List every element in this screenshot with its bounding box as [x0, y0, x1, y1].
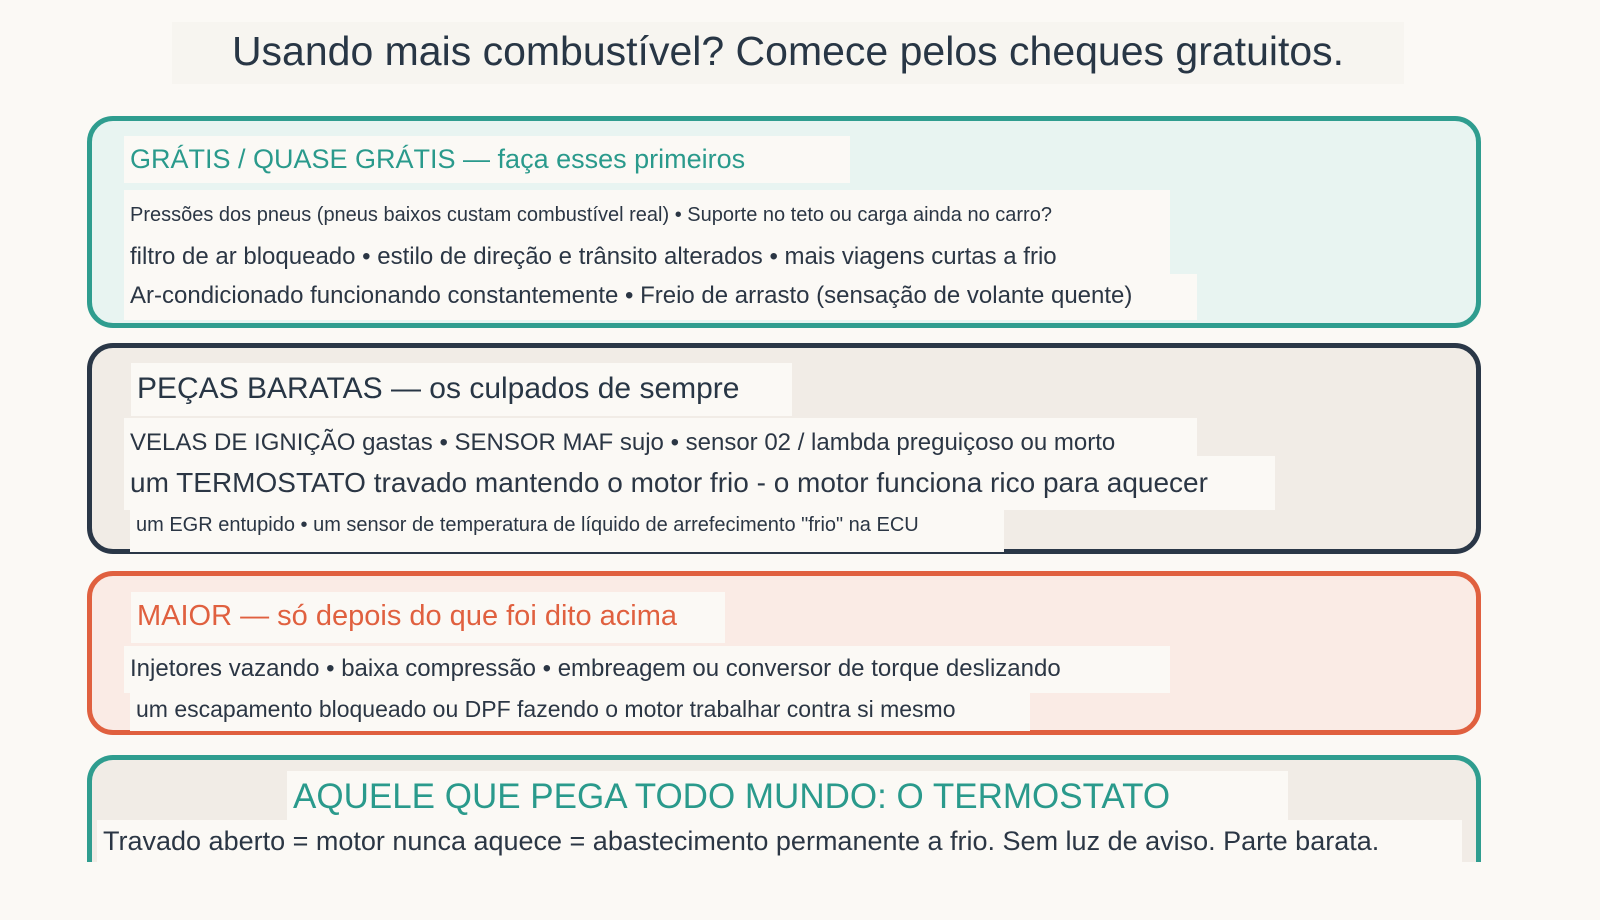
- cheap-parts-line-1: VELAS DE IGNIÇÃO gastas • SENSOR MAF sujo • sensor 02 / lambda preguiçoso ou morto: [124, 418, 1197, 462]
- cheap-parts-heading: PEÇAS BARATAS — os culpados de sempre: [131, 363, 792, 416]
- thermostat-callout-heading: AQUELE QUE PEGA TODO MUNDO: O TERMOSTATO: [287, 771, 1288, 821]
- major-repairs-heading: MAIOR — só depois do que foi dito acima: [131, 592, 725, 643]
- free-checks-line-2: filtro de ar bloqueado • estilo de direção e trânsito alterados • mais viagens curtas a frio: [124, 236, 1170, 276]
- free-checks-heading: GRÁTIS / QUASE GRÁTIS — faça esses primeiros: [124, 136, 850, 183]
- free-checks-line-3: Ar-condicionado funcionando constantemente • Freio de arrasto (sensação de volante quente): [124, 274, 1197, 320]
- thermostat-callout-text: Travado aberto = motor nunca aquece = abastecimento permanente a frio. Sem luz de aviso. Parte barata.: [97, 820, 1462, 862]
- major-repairs-line-1: Injetores vazando • baixa compressão • embreagem ou conversor de torque deslizando: [124, 646, 1170, 693]
- cheap-parts-line-3: um EGR entupido • um sensor de temperatura de líquido de arrefecimento "frio" na ECU: [130, 510, 1004, 552]
- page-title: Usando mais combustível? Comece pelos cheques gratuitos.: [172, 22, 1404, 84]
- free-checks-line-1: Pressões dos pneus (pneus baixos custam combustível real) • Suporte no teto ou carga ainda no carro?: [124, 190, 1170, 236]
- bottom-edge-mask: [80, 862, 1490, 920]
- major-repairs-line-2: um escapamento bloqueado ou DPF fazendo o motor trabalhar contra si mesmo: [130, 691, 1030, 731]
- cheap-parts-line-2: um TERMOSTATO travado mantendo o motor frio - o motor funciona rico para aquecer: [124, 456, 1275, 510]
